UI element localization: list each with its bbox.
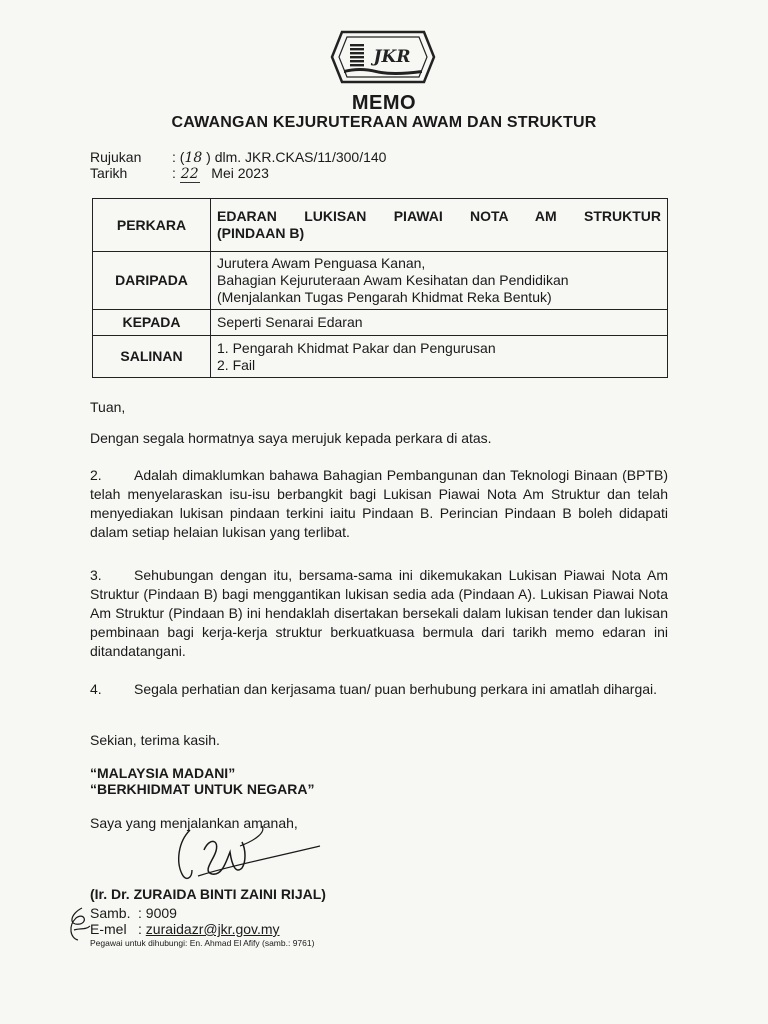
- contact-person-note: Pegawai untuk dihubungi: En. Ahmad El Afify (samb.: 9761): [90, 938, 315, 948]
- branch-title: CAWANGAN KEJURUTERAAN AWAM DAN STRUKTUR: [171, 114, 597, 131]
- jkr-logo: [330, 26, 436, 88]
- daripada-line-2: Bahagian Kejuruteraan Awam Kesihatan dan Pendidikan: [217, 272, 569, 288]
- rujukan-prefix: : (: [172, 149, 185, 165]
- memo-title: MEMO: [351, 92, 417, 114]
- paragraph-3-text: Sehubungan dengan itu, bersama-sama ini dikemukakan Lukisan Piawai Nota Am Struktur (Pindaan B) bagi menggantikan lukisan sedia ada (Pindaan A). Lukisan Piawai Nota Am Struktur (Pindaan B) ini hendaklah disertakan bersekali dalam lukisan tender dan lukisan pembinaan bagi kerja-kerja struktur berkuatkuasa bermula dari tarikh memo edaran ini ditandatangani.: [90, 567, 668, 659]
- handwritten-signature: [170, 822, 330, 886]
- logo-text: JKR: [373, 47, 411, 67]
- salinan-line-1: 1. Pengarah Khidmat Pakar dan Pengurusan: [217, 339, 496, 356]
- motto-1: “MALAYSIA MADANI”: [90, 765, 236, 781]
- paragraph-2-text: Adalah dimaklumkan bahawa Bahagian Pembangunan dan Teknologi Binaan (BPTB) telah menyelaraskan isu-isu berbangkit bagi Lukisan Piawai Nota Am Struktur dan telah menyediakan lukisan pindaan terkini iaitu Pindaan B. Perincian Pindaan B boleh didapati dalam setiap helaian lukisan yang terlibat.: [90, 467, 668, 540]
- salinan-label: SALINAN: [93, 336, 211, 378]
- tarikh-line: [90, 165, 269, 182]
- memo-info-table: [92, 198, 668, 378]
- samb-line: [90, 905, 177, 921]
- perkara-label: PERKARA: [93, 199, 211, 252]
- salinan-value: [211, 336, 668, 378]
- email-link[interactable]: zuraidazr@jkr.gov.my: [145, 921, 280, 937]
- perkara-line-1: EDARAN LUKISAN PIAWAI NOTA AM STRUKTUR: [217, 208, 661, 224]
- paragraph-2-number: 2.: [90, 467, 102, 483]
- motto-2: “BERKHIDMAT UNTUK NEGARA”: [90, 781, 315, 797]
- paragraph-3-number: 3.: [90, 567, 102, 583]
- tarikh-hand-day: 22: [180, 166, 199, 182]
- salutation: Tuan,: [90, 399, 126, 415]
- kepada-label: KEPADA: [93, 310, 211, 336]
- samb-value: : 9009: [138, 905, 177, 921]
- row-daripada: [93, 252, 668, 310]
- tarikh-label: Tarikh: [90, 165, 128, 181]
- rujukan-suffix: ) dlm. JKR.CKAS/11/300/140: [206, 149, 387, 165]
- row-salinan: [93, 336, 668, 378]
- perkara-value: [211, 199, 668, 252]
- rujukan-label: Rujukan: [90, 149, 142, 165]
- tarikh-colon: :: [172, 165, 176, 181]
- row-kepada: [93, 310, 668, 336]
- email-line: [90, 921, 280, 937]
- paragraph-4-number: 4.: [90, 681, 102, 697]
- amanah-line: Saya yang menjalankan amanah,: [90, 815, 298, 831]
- daripada-line-1: Jurutera Awam Penguasa Kanan,: [217, 255, 426, 271]
- row-perkara: [93, 199, 668, 252]
- paragraph-4: [90, 680, 668, 699]
- salinan-line-2: 2. Fail: [217, 356, 256, 373]
- paragraph-3: [90, 566, 668, 661]
- signatory-name: (Ir. Dr. ZURAIDA BINTI ZAINI RIJAL): [90, 886, 326, 902]
- daripada-value: [211, 252, 668, 310]
- kepada-value: Seperti Senarai Edaran: [211, 310, 668, 336]
- closing: Sekian, terima kasih.: [90, 732, 220, 748]
- daripada-line-3: (Menjalankan Tugas Pengarah Khidmat Reka Bentuk): [217, 289, 552, 305]
- daripada-label: DARIPADA: [93, 252, 211, 310]
- email-label: E-mel: [90, 921, 127, 937]
- paragraph-4-text: Segala perhatian dan kerjasama tuan/ puan berhubung perkara ini amatlah dihargai.: [134, 681, 658, 697]
- rujukan-hand-number: 18: [184, 150, 203, 166]
- paragraph-1: Dengan segala hormatnya saya merujuk kepada perkara di atas.: [90, 430, 492, 446]
- samb-label: Samb.: [90, 905, 131, 921]
- perkara-line-2: (PINDAAN B): [217, 225, 305, 241]
- paragraph-2: [90, 466, 668, 542]
- email-colon: :: [138, 921, 142, 937]
- rujukan-line: [90, 149, 386, 166]
- tarikh-suffix: Mei 2023: [211, 165, 269, 181]
